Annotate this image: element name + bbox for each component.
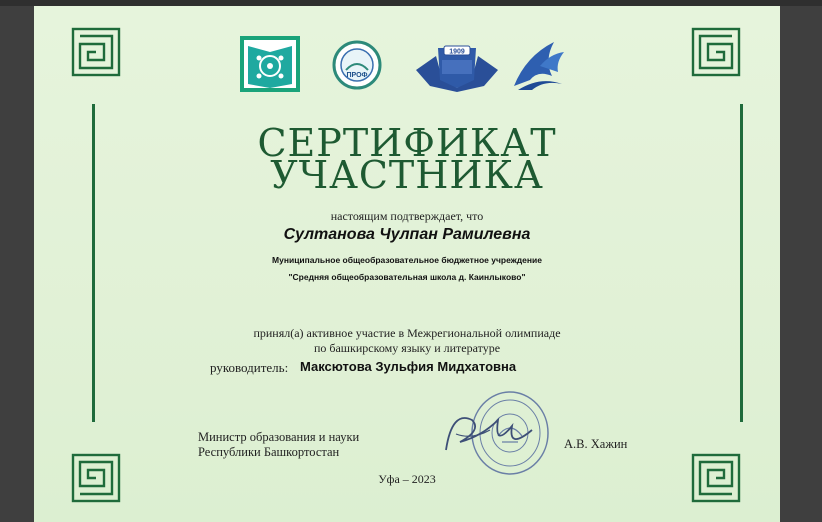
education-ministry-logo [240,36,300,92]
supervisor-label: руководитель: [210,360,289,375]
school-line1: Муниципальное общеобразовательное бюджетное учреждение [272,255,542,265]
prof-logo-text: ПРОФ [346,72,368,79]
signature-scribble [446,418,532,450]
signatory-title-line1: Министр образования и науки [198,430,360,444]
signatory-name: А.В. Хажин [564,437,628,451]
certificate-title-line1: СЕРТИФИКАТ [257,121,557,165]
certificate-title-line2: УЧАСТНИКА [270,153,544,197]
participation-line1: принял(а) активное участие в Межрегиональной олимпиаде [253,326,561,340]
recipient-name: Султанова Чулпан Рамилевна [283,226,531,243]
prof-circle-logo [332,40,382,90]
school-line2: "Средняя общеобразовательная школа д. Каинлыково" [288,272,526,282]
participation-line2: по башкирскому языку и литературе [313,341,501,355]
viewer-right-margin [780,6,822,522]
viewer-left-margin [0,6,34,522]
corner-ornament-top-right [690,26,742,78]
official-seal-stamp [442,390,552,476]
corner-ornament-top-left [70,26,122,78]
supervisor-name: Максютова Зульфия Мидхатовна [300,359,517,374]
certificate-page [34,6,780,522]
university-1909-logo [414,38,500,92]
signatory-title-line2: Республики Башкортостан [198,445,340,459]
confirms-text: настоящим подтверждает, что [330,209,484,223]
university-logo-year: 1909 [449,48,465,56]
wave-logo [510,36,566,92]
place-year: Уфа – 2023 [378,472,436,486]
